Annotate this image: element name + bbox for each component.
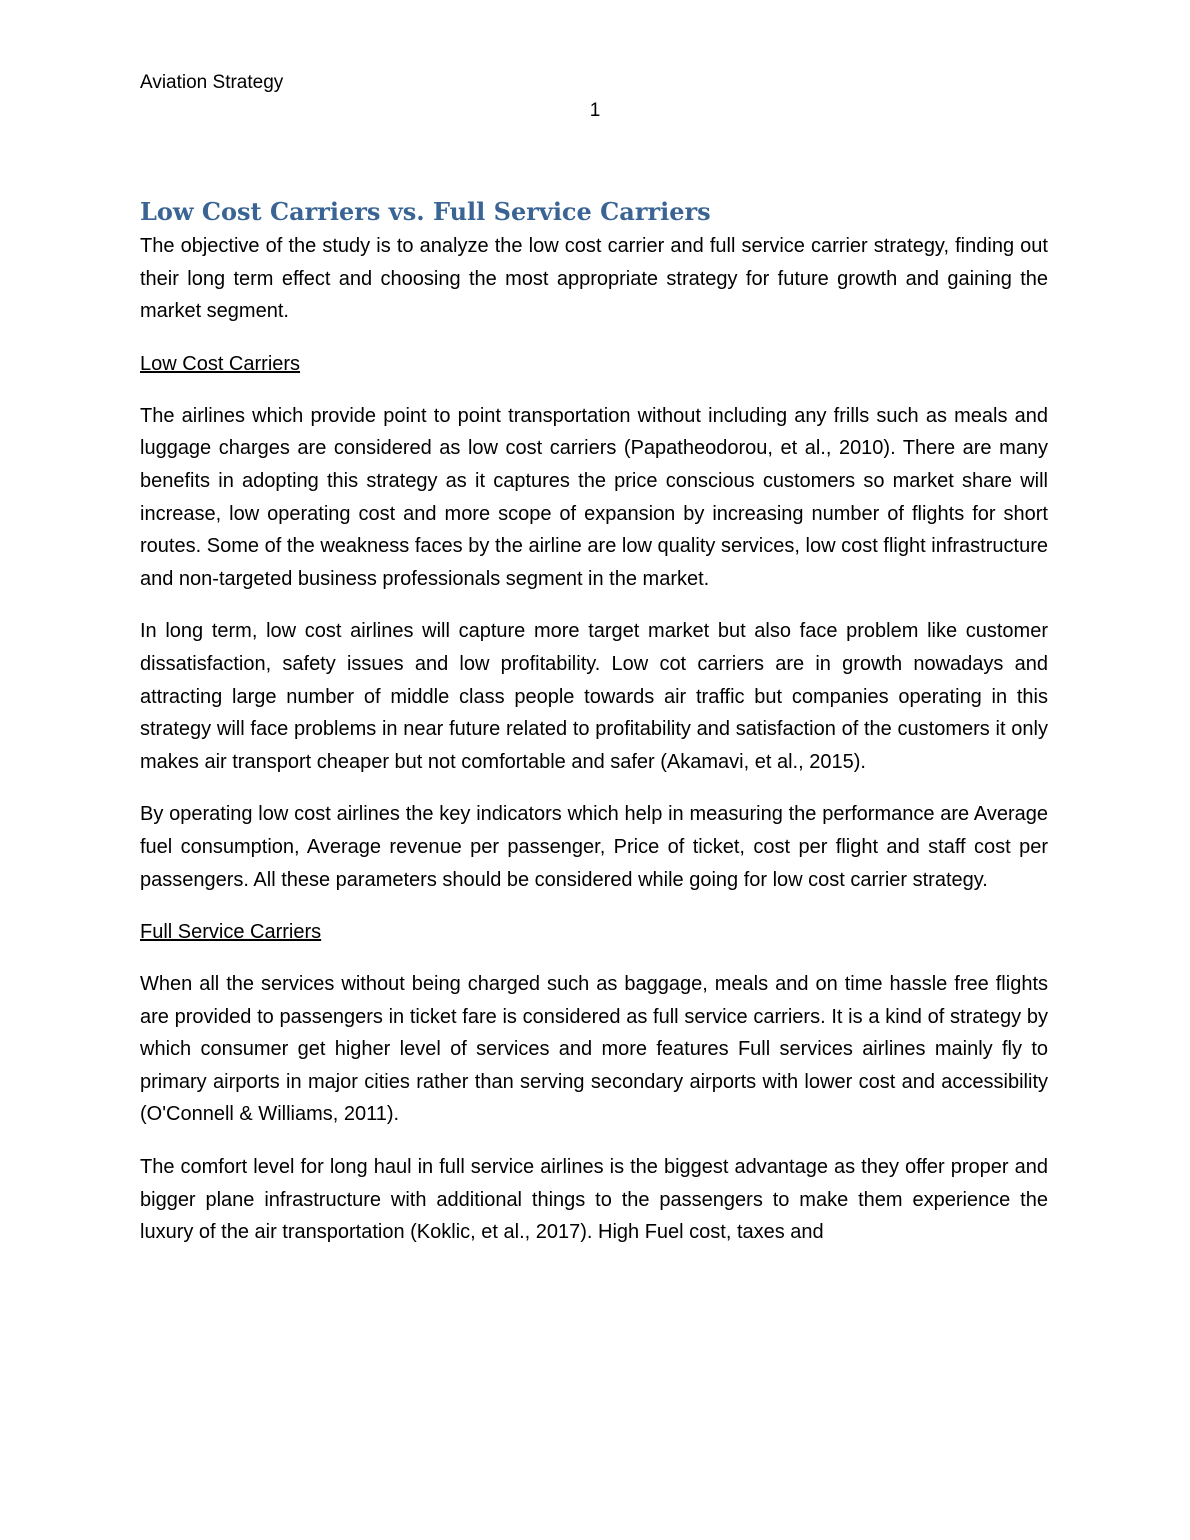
- page-number: 1: [589, 100, 601, 121]
- section-heading-full-service: Full Service Carriers: [140, 921, 322, 944]
- intro-paragraph: The objective of the study is to analyze the low cost carrier and full service carrier strategy, finding out their long term effect and choosing the most appropriate strategy for future growth and gaining the market segment.: [140, 235, 1048, 323]
- body-paragraph: In long term, low cost airlines will capture more target market but also face problem like customer dissatisfaction, safety issues and low profitability. Low cot carriers are in growth nowadays and attracting large number of middle class people towards air traffic but companies operating in this strategy will face problems in near future related to profitability and satisfaction of the customers it only makes air transport cheaper but not comfortable and safer (Akamavi, et al., 2015).: [140, 620, 1048, 773]
- body-paragraph: The airlines which provide point to point transportation without including any frills such as meals and luggage charges are considered as low cost carriers (Papatheodorou, et al., 2010). There are many benefits in adopting this strategy as it captures the price conscious customers so market share will increase, low operating cost and more scope of expansion by increasing number of flights for short routes. Some of the weakness faces by the airline are low quality services, low cost flight infrastructure and non-targeted business professionals segment in the market.: [140, 404, 1048, 590]
- body-paragraph: The comfort level for long haul in full service airlines is the biggest advantage as they offer proper and bigger plane infrastructure with additional things to the passengers to make them experience the luxury of the air transportation (Koklic, et al., 2017). High Fuel cost, taxes and: [140, 1156, 1048, 1244]
- document-title: Low Cost Carriers vs. Full Service Carriers: [140, 197, 711, 226]
- section-heading-low-cost: Low Cost Carriers: [140, 352, 301, 375]
- running-header: Aviation Strategy: [140, 72, 284, 93]
- document-body: [140, 196, 1048, 1269]
- body-paragraph: By operating low cost airlines the key indicators which help in measuring the performance are Average fuel consumption, Average revenue per passenger, Price of ticket, cost per flight and staff cost per passengers. All these parameters should be considered while going for low cost carrier strategy.: [140, 803, 1048, 891]
- body-paragraph: When all the services without being charged such as baggage, meals and on time hassle free flights are provided to passengers in ticket fare is considered as full service carriers. It is a kind of strategy by which consumer get higher level of services and more features Full services airlines mainly fly to primary airports in major cities rather than serving secondary airports with lower cost and accessibility (O'Connell & Williams, 2011).: [140, 973, 1048, 1126]
